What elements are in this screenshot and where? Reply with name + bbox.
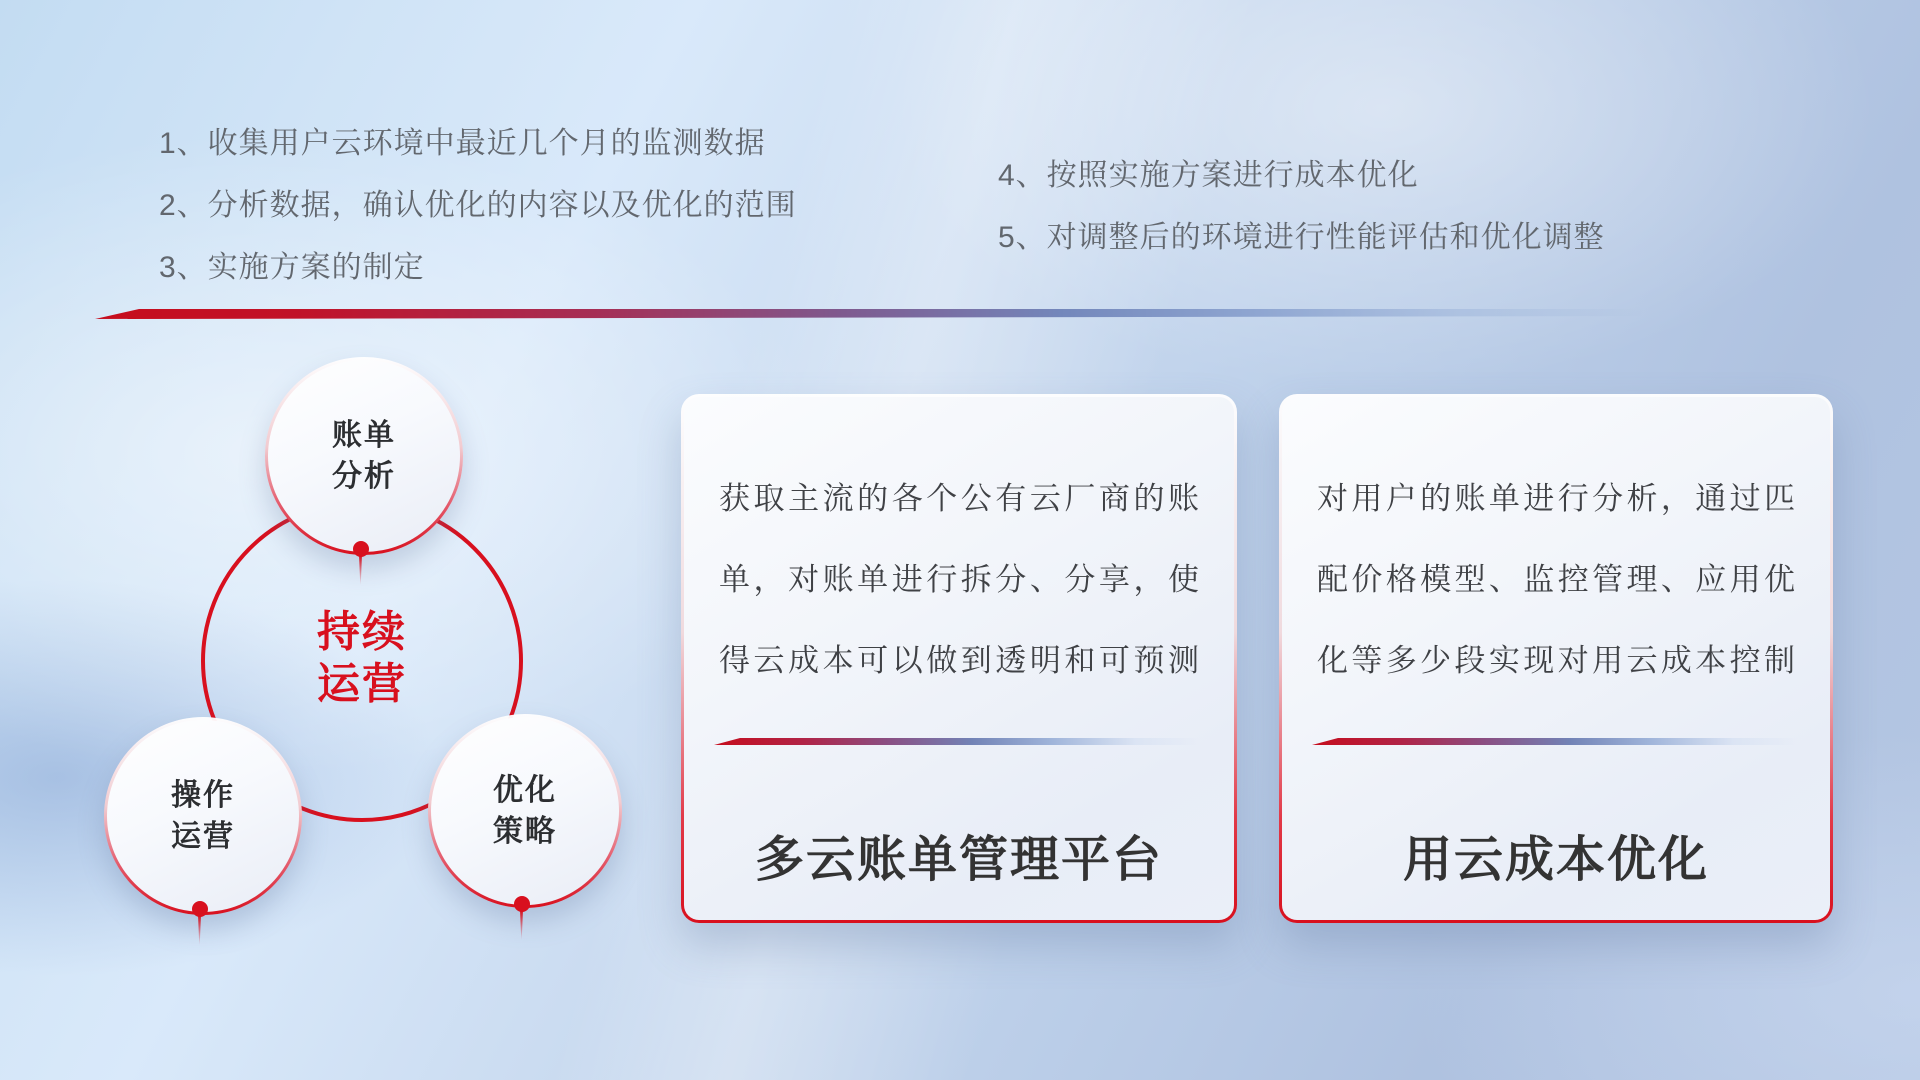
card-divider-line bbox=[1312, 738, 1808, 745]
card-cloud-cost-optimization bbox=[1279, 394, 1833, 923]
center-label-line: 运营 bbox=[317, 661, 407, 709]
card-title: 用云成本优化 bbox=[1402, 833, 1709, 887]
connector-dot bbox=[192, 901, 208, 917]
connector-needle bbox=[520, 910, 523, 940]
step-item-3: 3、实施方案的制定 bbox=[159, 251, 425, 284]
diagram-center-label bbox=[317, 607, 407, 712]
diagram-node-inner bbox=[431, 717, 619, 905]
card-body-line: 得云成本可以做到透明和可预测 bbox=[719, 643, 1199, 678]
connector-dot bbox=[353, 541, 369, 557]
diagram-node-label bbox=[171, 775, 235, 858]
card-body-line: 对用户的账单进行分析，通过匹 bbox=[1317, 481, 1795, 516]
step-item-2: 2、分析数据，确认优化的内容以及优化的范围 bbox=[159, 189, 797, 222]
node-label-line: 运营 bbox=[171, 820, 235, 853]
card-inner bbox=[684, 397, 1234, 920]
node-label-line: 策略 bbox=[493, 815, 557, 848]
diagram-node-label bbox=[493, 770, 557, 853]
diagram-node-operation-ops bbox=[104, 717, 302, 915]
card-body-text bbox=[719, 458, 1199, 701]
connector-needle bbox=[198, 915, 201, 945]
center-label-line: 持续 bbox=[317, 608, 407, 657]
card-body-line: 获取主流的各个公有云厂商的账 bbox=[719, 481, 1199, 516]
card-divider-line bbox=[714, 738, 1210, 745]
card-body-text bbox=[1317, 458, 1795, 701]
card-title: 多云账单管理平台 bbox=[754, 833, 1163, 887]
connector-dot bbox=[514, 896, 530, 912]
node-label-line: 优化 bbox=[493, 773, 557, 807]
section-divider-line bbox=[95, 309, 1760, 319]
card-inner bbox=[1282, 397, 1830, 920]
card-body-line: 单，对账单进行拆分、分享，使 bbox=[719, 562, 1199, 597]
step-item-1: 1、收集用户云环境中最近几个月的监测数据 bbox=[159, 127, 766, 160]
process-steps-left bbox=[159, 113, 797, 299]
diagram-node-label bbox=[332, 415, 396, 498]
card-body-line: 配价格模型、监控管理、应用优 bbox=[1317, 562, 1795, 597]
node-label-line: 账单 bbox=[332, 418, 396, 452]
card-body-line: 化等多少段实现对用云成本控制 bbox=[1317, 643, 1795, 678]
diagram-node-optimization-strategy bbox=[428, 714, 622, 908]
step-item-4: 4、按照实施方案进行成本优化 bbox=[998, 159, 1419, 192]
process-steps-right bbox=[998, 145, 1605, 269]
node-label-line: 操作 bbox=[171, 778, 235, 812]
card-multicloud-billing bbox=[681, 394, 1237, 923]
node-label-line: 分析 bbox=[332, 460, 396, 493]
diagram-node-bill-analysis bbox=[265, 357, 463, 555]
diagram-node-inner bbox=[107, 720, 299, 912]
step-item-5: 5、对调整后的环境进行性能评估和优化调整 bbox=[998, 221, 1605, 254]
diagram-node-inner bbox=[268, 360, 460, 552]
